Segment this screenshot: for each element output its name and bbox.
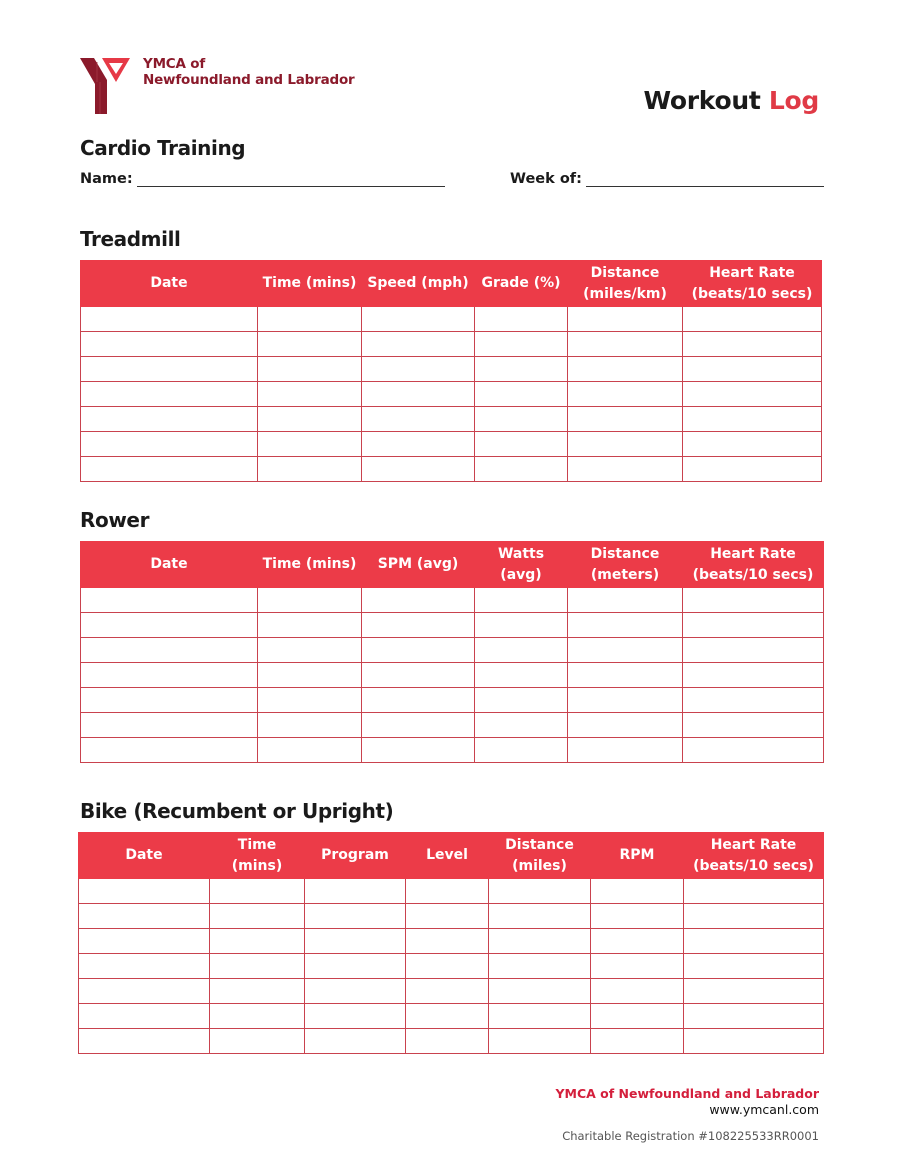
column-header-line: (miles/km) — [583, 285, 667, 302]
column-header — [258, 542, 362, 588]
entry-cell[interactable] — [475, 457, 568, 482]
entry-cell[interactable] — [568, 688, 683, 713]
entry-cell[interactable] — [258, 738, 362, 763]
entry-cell[interactable] — [475, 663, 568, 688]
column-header-line: Distance — [505, 836, 574, 853]
entry-cell[interactable] — [406, 979, 489, 1004]
entry-cell[interactable] — [475, 588, 568, 613]
column-header-line: (mins) — [231, 857, 283, 874]
entry-cell[interactable] — [81, 432, 258, 457]
entry-cell[interactable] — [79, 954, 210, 979]
column-header — [210, 833, 305, 879]
entry-cell[interactable] — [258, 613, 362, 638]
table-row — [81, 357, 822, 382]
entry-cell[interactable] — [683, 638, 824, 663]
column-header-line: Time — [237, 836, 277, 853]
brand-name-line1: YMCA of — [143, 56, 206, 72]
entry-cell[interactable] — [489, 1029, 591, 1054]
title-accent: Log — [768, 86, 819, 115]
column-header — [683, 542, 824, 588]
entry-cell[interactable] — [305, 1029, 406, 1054]
column-header — [79, 833, 210, 879]
entry-cell[interactable] — [81, 407, 258, 432]
brand-name-line2: Newfoundland and Labrador — [143, 72, 355, 88]
entry-cell[interactable] — [568, 332, 683, 357]
entry-cell[interactable] — [683, 332, 822, 357]
entry-cell[interactable] — [305, 879, 406, 904]
entry-cell[interactable] — [489, 904, 591, 929]
document-title — [644, 86, 819, 115]
entry-cell[interactable] — [475, 357, 568, 382]
entry-cell[interactable] — [475, 307, 568, 332]
name-field[interactable] — [80, 170, 445, 187]
table-row — [81, 432, 822, 457]
entry-cell[interactable] — [489, 979, 591, 1004]
entry-cell[interactable] — [489, 879, 591, 904]
column-header-line: Grade (%) — [481, 275, 561, 291]
entry-cell[interactable] — [591, 1029, 684, 1054]
entry-cell[interactable] — [591, 879, 684, 904]
entry-cell[interactable] — [683, 613, 824, 638]
entry-cell[interactable] — [362, 407, 475, 432]
entry-cell[interactable] — [81, 688, 258, 713]
entry-cell[interactable] — [81, 382, 258, 407]
entry-cell[interactable] — [362, 713, 475, 738]
table-row — [81, 332, 822, 357]
entry-cell[interactable] — [489, 954, 591, 979]
table-row — [79, 954, 824, 979]
cardio-training-heading: Cardio Training — [80, 136, 246, 160]
entry-cell[interactable] — [305, 929, 406, 954]
entry-cell[interactable] — [210, 979, 305, 1004]
footer-website-link[interactable]: www.ymcanl.com — [709, 1102, 819, 1117]
table-row — [81, 457, 822, 482]
rower-heading: Rower — [80, 508, 150, 532]
entry-cell[interactable] — [684, 879, 824, 904]
entry-cell[interactable] — [79, 1029, 210, 1054]
entry-cell[interactable] — [362, 457, 475, 482]
entry-cell[interactable] — [406, 1029, 489, 1054]
column-header-line: Program — [321, 847, 389, 863]
entry-cell[interactable] — [475, 407, 568, 432]
week-of-label: Week of: — [510, 171, 582, 187]
entry-cell[interactable] — [684, 929, 824, 954]
entry-cell[interactable] — [683, 432, 822, 457]
table-row — [81, 738, 824, 763]
column-header-line: (avg) — [500, 566, 542, 583]
name-label: Name: — [80, 171, 133, 187]
entry-cell[interactable] — [683, 663, 824, 688]
column-header-line: Heart Rate — [710, 545, 796, 562]
column-header-line: (miles) — [512, 857, 567, 874]
entry-cell[interactable] — [258, 307, 362, 332]
header-row — [81, 542, 824, 588]
entry-cell[interactable] — [362, 613, 475, 638]
entry-cell[interactable] — [683, 382, 822, 407]
column-header-line: (beats/10 secs) — [692, 566, 814, 583]
entry-cell[interactable] — [79, 879, 210, 904]
entry-cell[interactable] — [362, 663, 475, 688]
entry-cell[interactable] — [210, 879, 305, 904]
column-header — [489, 833, 591, 879]
entry-cell[interactable] — [305, 1004, 406, 1029]
entry-cell[interactable] — [683, 688, 824, 713]
entry-cell[interactable] — [475, 332, 568, 357]
entry-cell[interactable] — [475, 713, 568, 738]
table-row — [79, 1029, 824, 1054]
entry-cell[interactable] — [684, 954, 824, 979]
name-input-line[interactable] — [137, 170, 445, 187]
entry-cell[interactable] — [683, 738, 824, 763]
entry-cell[interactable] — [210, 904, 305, 929]
entry-cell[interactable] — [568, 713, 683, 738]
table-row — [81, 688, 824, 713]
entry-cell[interactable] — [258, 688, 362, 713]
entry-cell[interactable] — [81, 588, 258, 613]
table-row — [81, 613, 824, 638]
entry-cell[interactable] — [258, 713, 362, 738]
entry-cell[interactable] — [258, 432, 362, 457]
treadmill-table — [80, 260, 822, 482]
column-header-line: (beats/10 secs) — [693, 857, 814, 874]
entry-cell[interactable] — [79, 979, 210, 1004]
column-header — [81, 261, 258, 307]
column-header — [568, 261, 683, 307]
table-row — [79, 1004, 824, 1029]
entry-cell[interactable] — [568, 457, 683, 482]
table-row — [81, 663, 824, 688]
entry-cell[interactable] — [683, 407, 822, 432]
entry-cell[interactable] — [568, 432, 683, 457]
week-of-field[interactable] — [510, 170, 824, 187]
entry-cell[interactable] — [568, 638, 683, 663]
table-row — [79, 929, 824, 954]
column-header-line: Date — [150, 275, 188, 291]
column-header-line: Date — [125, 847, 163, 863]
entry-cell[interactable] — [81, 738, 258, 763]
entry-cell[interactable] — [362, 307, 475, 332]
entry-cell[interactable] — [475, 432, 568, 457]
column-header-line: SPM (avg) — [377, 556, 459, 572]
rower-table — [80, 541, 824, 763]
column-header-line: Watts — [497, 545, 545, 562]
entry-cell[interactable] — [475, 738, 568, 763]
entry-cell[interactable] — [475, 688, 568, 713]
table-row — [81, 713, 824, 738]
column-header — [81, 542, 258, 588]
entry-cell[interactable] — [258, 407, 362, 432]
entry-cell[interactable] — [305, 979, 406, 1004]
column-header-line: Distance — [590, 264, 660, 281]
entry-cell[interactable] — [683, 588, 824, 613]
entry-cell[interactable] — [81, 638, 258, 663]
entry-cell[interactable] — [81, 663, 258, 688]
column-header-line: Speed (mph) — [367, 275, 469, 291]
entry-cell[interactable] — [362, 432, 475, 457]
column-header — [362, 261, 475, 307]
footer-org-name: YMCA of Newfoundland and Labrador — [555, 1086, 819, 1101]
entry-cell[interactable] — [258, 382, 362, 407]
entry-cell[interactable] — [591, 1004, 684, 1029]
entry-cell[interactable] — [406, 904, 489, 929]
column-header-line: Time (mins) — [262, 275, 357, 291]
entry-cell[interactable] — [79, 904, 210, 929]
column-header — [683, 261, 822, 307]
entry-cell[interactable] — [684, 1004, 824, 1029]
entry-cell[interactable] — [81, 332, 258, 357]
entry-cell[interactable] — [568, 663, 683, 688]
entry-cell[interactable] — [568, 382, 683, 407]
entry-cell[interactable] — [406, 954, 489, 979]
column-header-line: Heart Rate — [710, 836, 797, 853]
entry-cell[interactable] — [210, 1004, 305, 1029]
entry-cell[interactable] — [568, 738, 683, 763]
entry-cell[interactable] — [683, 307, 822, 332]
column-header-line: Distance — [590, 545, 660, 562]
entry-cell[interactable] — [258, 588, 362, 613]
entry-cell[interactable] — [210, 954, 305, 979]
entry-cell[interactable] — [683, 457, 822, 482]
brand-name — [143, 56, 355, 88]
week-of-input-line[interactable] — [586, 170, 824, 187]
entry-cell[interactable] — [475, 638, 568, 663]
treadmill-heading: Treadmill — [80, 227, 181, 251]
bike-heading: Bike (Recumbent or Upright) — [80, 799, 394, 823]
table-row — [81, 382, 822, 407]
entry-cell[interactable] — [684, 979, 824, 1004]
entry-cell[interactable] — [81, 613, 258, 638]
entry-cell[interactable] — [475, 613, 568, 638]
table-row — [81, 407, 822, 432]
entry-cell[interactable] — [362, 638, 475, 663]
table-row — [81, 638, 824, 663]
entry-cell[interactable] — [305, 904, 406, 929]
column-header-line: Time (mins) — [262, 556, 357, 572]
entry-cell[interactable] — [258, 332, 362, 357]
entry-cell[interactable] — [258, 663, 362, 688]
column-header — [258, 261, 362, 307]
entry-cell[interactable] — [406, 929, 489, 954]
column-header-line: Level — [426, 847, 468, 863]
entry-cell[interactable] — [362, 738, 475, 763]
entry-cell[interactable] — [362, 588, 475, 613]
table-row — [81, 307, 822, 332]
entry-cell[interactable] — [81, 713, 258, 738]
entry-cell[interactable] — [591, 954, 684, 979]
entry-cell[interactable] — [79, 929, 210, 954]
column-header-line: Date — [150, 556, 188, 572]
column-header — [591, 833, 684, 879]
entry-cell[interactable] — [489, 1004, 591, 1029]
entry-cell[interactable] — [406, 1004, 489, 1029]
title-main: Workout — [643, 86, 761, 115]
entry-cell[interactable] — [258, 357, 362, 382]
footer-registration: Charitable Registration #108225533RR0001 — [562, 1129, 819, 1143]
column-header — [475, 261, 568, 307]
entry-cell[interactable] — [305, 954, 406, 979]
entry-cell[interactable] — [81, 457, 258, 482]
entry-cell[interactable] — [591, 904, 684, 929]
column-header-line: RPM — [619, 847, 655, 863]
entry-cell[interactable] — [81, 357, 258, 382]
entry-cell[interactable] — [568, 307, 683, 332]
ymca-logo-icon — [80, 58, 130, 114]
entry-cell[interactable] — [362, 688, 475, 713]
column-header — [568, 542, 683, 588]
entry-cell[interactable] — [684, 904, 824, 929]
bike-table — [78, 832, 824, 1054]
entry-cell[interactable] — [210, 929, 305, 954]
column-header — [475, 542, 568, 588]
entry-cell[interactable] — [568, 357, 683, 382]
entry-cell[interactable] — [568, 588, 683, 613]
entry-cell[interactable] — [489, 929, 591, 954]
entry-cell[interactable] — [258, 638, 362, 663]
entry-cell[interactable] — [210, 1029, 305, 1054]
entry-cell[interactable] — [683, 713, 824, 738]
entry-cell[interactable] — [591, 979, 684, 1004]
column-header-line: (meters) — [590, 566, 660, 583]
table-row — [81, 588, 824, 613]
header-row — [81, 261, 822, 307]
column-header — [305, 833, 406, 879]
entry-cell[interactable] — [683, 357, 822, 382]
entry-cell[interactable] — [362, 332, 475, 357]
entry-cell[interactable] — [79, 1004, 210, 1029]
entry-cell[interactable] — [362, 357, 475, 382]
entry-cell[interactable] — [81, 307, 258, 332]
column-header — [362, 542, 475, 588]
column-header-line: (beats/10 secs) — [691, 285, 813, 302]
entry-cell[interactable] — [568, 613, 683, 638]
entry-cell[interactable] — [684, 1029, 824, 1054]
entry-cell[interactable] — [258, 457, 362, 482]
table-row — [79, 879, 824, 904]
table-row — [79, 979, 824, 1004]
entry-cell[interactable] — [591, 929, 684, 954]
column-header — [406, 833, 489, 879]
column-header-line: Heart Rate — [709, 264, 795, 281]
entry-cell[interactable] — [475, 382, 568, 407]
table-row — [79, 904, 824, 929]
entry-cell[interactable] — [362, 382, 475, 407]
entry-cell[interactable] — [406, 879, 489, 904]
header-row — [79, 833, 824, 879]
entry-cell[interactable] — [568, 407, 683, 432]
column-header — [684, 833, 824, 879]
